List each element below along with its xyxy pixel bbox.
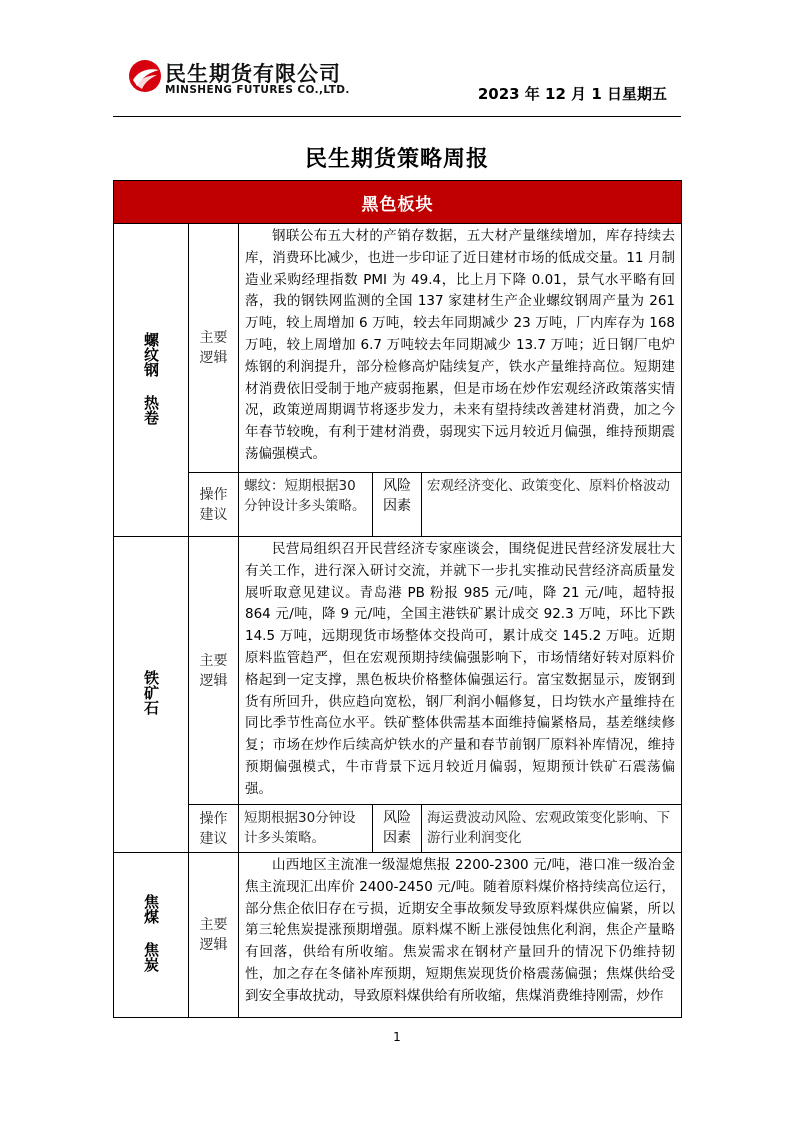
main-logic-text: 钢联公布五大材的产销存数据，五大材产量继续增加，库存持续去库，消费环比减少，也进一步印证了近日建材市场的低成交量。11 月制造业采购经理指数 PMI 为 49.4，比上月下降 0.01，景气水平略有回落，我的钢铁网监测的全国 137 家建材生产企业螺纹钢周产量为 261 万吨，较上周增加 6 万吨，较去年同期减少 23 万吨，厂内库存为 168 万吨，较上周增加 6.7 万吨较去年同期减少 13.7 万吨；近日钢厂电炉炼钢的利润提升，部分检修高炉陆续复产，铁水产量维持高位。短期建材消费依旧受制于地产疲弱拖累，但是市场在炒作宏观经济政策落实情况，政策逆周期调节将逐步发力，未来有望持续改善建材消费，加之今年春节较晚，有利于建材消费，弱现实下远月较近月偏强，维持预期震荡偏强模式。: [239, 224, 682, 473]
strategy-table: [113, 180, 682, 1018]
category-coking-coal-coke: [114, 853, 189, 1018]
category-label: 铁矿石: [142, 670, 160, 715]
header-divider: [113, 116, 681, 117]
company-logo: [127, 56, 367, 106]
category-label: 螺纹钢 热卷: [142, 331, 160, 425]
category-label: 焦煤 焦炭: [142, 894, 160, 972]
risk-label: 风险 因素: [373, 473, 422, 537]
advice-label: 操作 建议: [189, 473, 239, 537]
document-title: 民生期货策略周报: [304, 147, 489, 172]
main-logic-label: 主要 逻辑: [189, 537, 239, 805]
risk-label: 风险 因素: [373, 805, 422, 853]
main-logic-label: 主要 逻辑: [189, 853, 239, 1018]
page-number: 1: [393, 1030, 401, 1044]
risk-text: 海运费波动风险、宏观政策变化影响、下游行业利润变化: [422, 805, 682, 853]
company-name-cn: 民生期货有限公司: [165, 62, 341, 86]
main-logic-text: 山西地区主流准一级湿熄焦报 2200-2300 元/吨，港口准一级冶金焦主流现汇出库价 2400-2450 元/吨。随着原料煤价格持续高位运行，部分焦企依旧存在亏损，近期安全事故频发导致原料煤供应偏紧，所以第三轮焦炭提涨预期增强。原料煤不断上涨侵蚀焦化利润，焦企产量略有回落，供给有所收缩。焦炭需求在钢材产量回升的情况下仍维持韧性，加之存在冬储补库预期，短期焦炭现货价格震荡偏强；焦煤供给受到安全事故扰动，导致原料煤供给有所收缩，焦煤消费维持刚需，炒作: [239, 853, 682, 1018]
risk-text: 宏观经济变化、政策变化、原料价格波动: [422, 473, 682, 537]
minsheng-logo-icon: [127, 58, 163, 94]
main-logic-label: 主要 逻辑: [189, 224, 239, 473]
category-rebar-hrc: [114, 224, 189, 537]
advice-label: 操作 建议: [189, 805, 239, 853]
company-name-en: MINSHENG FUTURES CO.,LTD.: [165, 84, 350, 96]
category-iron-ore: [114, 537, 189, 853]
advice-text: 螺纹：短期根据30 分钟设计多头策略。: [239, 473, 373, 537]
sector-header: 黑色板块: [114, 181, 682, 224]
main-logic-text: 民营局组织召开民营经济专家座谈会，围绕促进民营经济发展壮大有关工作，进行深入研讨交流，并就下一步扎实推动民营经济高质量发展听取意见建议。青岛港 PB 粉报 985 元/吨，降 21 元/吨，超特报 864 元/吨，降 9 元/吨，全国主港铁矿累计成交 92.3 万吨，环比下跌 14.5 万吨，远期现货市场整体交投尚可，累计成交 145.2 万吨。近期原料监管趋严，但在宏观预期持续偏强影响下，市场情绪好转对原料价格起到一定支撑，黑色板块价格整体偏强运行。富宝数据显示，废钢到货有所回升，供应趋向宽松，钢厂利润小幅修复，日均铁水产量维持在同比季节性高位水平。铁矿整体供需基本面维持偏紧格局，基差继续修复；市场在炒作后续高炉铁水的产量和春节前钢厂原料补库情况，维持预期偏强模式，牛市背景下远月较近月偏弱，短期预计铁矿石震荡偏强。: [239, 537, 682, 805]
report-date: 2023 年 12 月 1 日星期五: [477, 85, 667, 103]
advice-text: 短期根据30分钟设计多头策略。: [239, 805, 373, 853]
